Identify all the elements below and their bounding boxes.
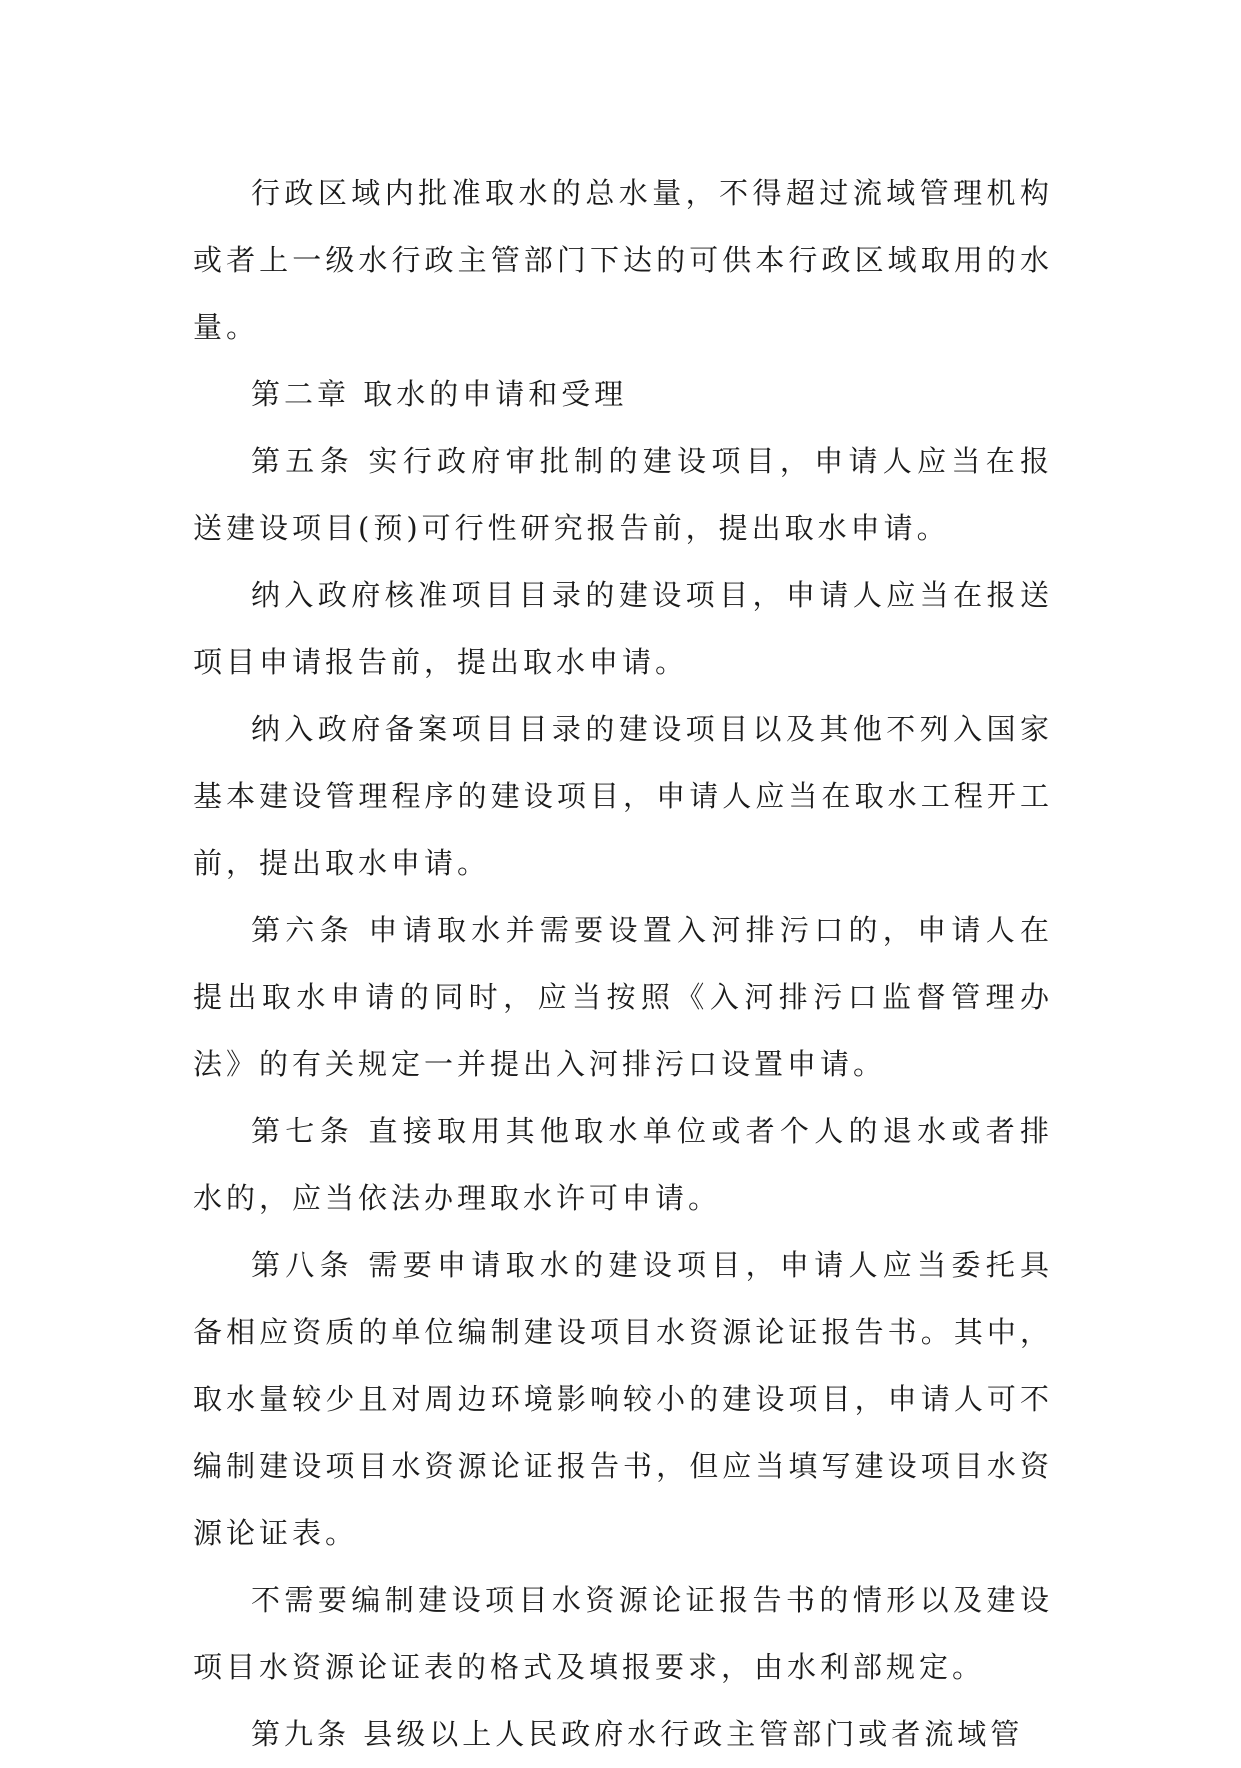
article-8: 第八条 需要申请取水的建设项目，申请人应当委托具备相应资质的单位编制建设项目水资源论证报告书。其中，取水量较少且对周边环境影响较小的建设项目，申请人可不编制建设项目水资源论证报告书，但应当填写建设项目水资源论证表。: [193, 1248, 1053, 1550]
document-body: [193, 160, 1053, 1768]
article-5-clause-2: 纳入政府核准项目目录的建设项目，申请人应当在报送项目申请报告前，提出取水申请。: [193, 578, 1053, 679]
article-8-clause-2: 不需要编制建设项目水资源论证报告书的情形以及建设项目水资源论证表的格式及填报要求，由水利部规定。: [193, 1583, 1053, 1684]
article-6: 第六条 申请取水并需要设置入河排污口的，申请人在提出取水申请的同时，应当按照《入河排污口监督管理办法》的有关规定一并提出入河排污口设置申请。: [193, 913, 1053, 1081]
chapter-heading: 第二章 取水的申请和受理: [251, 377, 628, 411]
article-9: 第九条 县级以上人民政府水行政主管部门或者流域管: [251, 1717, 1024, 1751]
article-5: 第五条 实行政府审批制的建设项目，申请人应当在报送建设项目(预)可行性研究报告前，提出取水申请。: [193, 444, 1053, 545]
article-7: 第七条 直接取用其他取水单位或者个人的退水或者排水的，应当依法办理取水许可申请。: [193, 1114, 1053, 1215]
article-5-clause-3: 纳入政府备案项目目录的建设项目以及其他不列入国家基本建设管理程序的建设项目，申请人应当在取水工程开工前，提出取水申请。: [193, 712, 1053, 880]
paragraph-continuation: 行政区域内批准取水的总水量，不得超过流域管理机构或者上一级水行政主管部门下达的可供本行政区域取用的水量。: [193, 176, 1053, 344]
